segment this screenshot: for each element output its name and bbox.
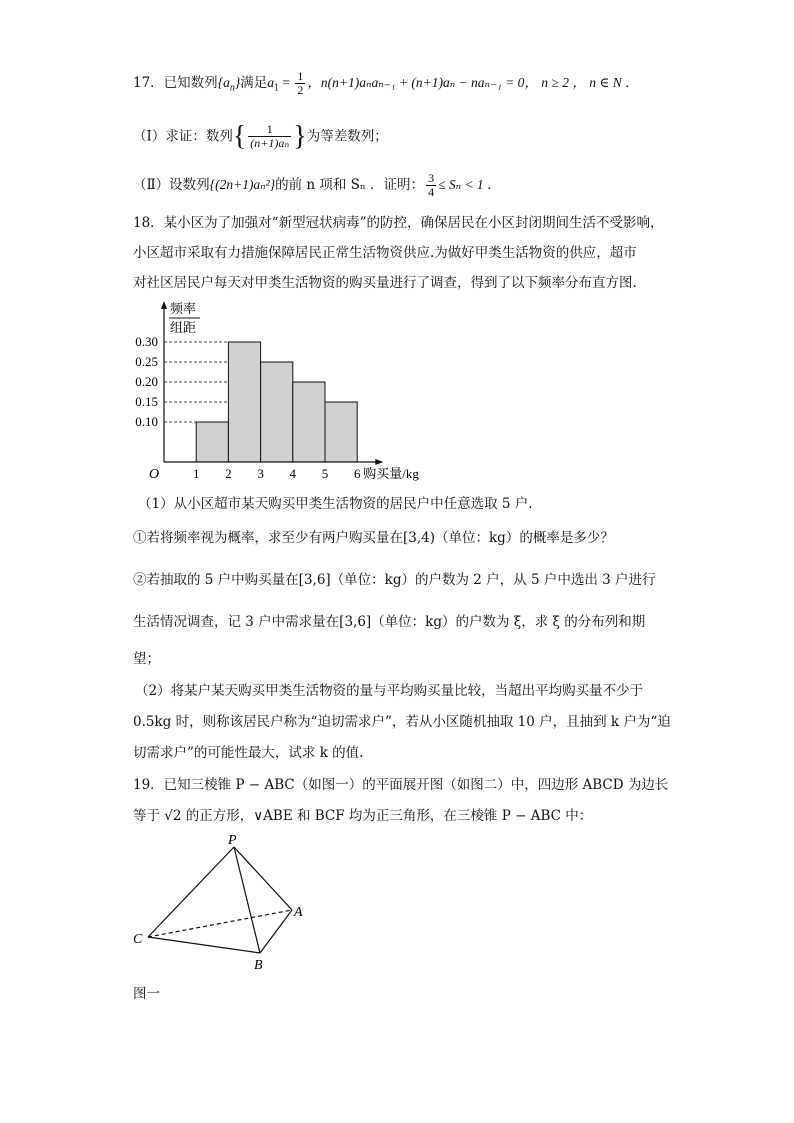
edge-CB	[148, 937, 260, 953]
q17-p2-mid: 的前 n 项和 Sₙ ．证明：	[275, 177, 425, 194]
q18-s1b-2: 生活情况调查，记 3 户中需求量在[3,6]（单位：kg）的户数为 ξ，求 ξ 的分布列和期	[133, 614, 646, 630]
histogram-bar	[261, 362, 293, 462]
q17-mid: 满足	[240, 75, 268, 92]
q17-part1	[133, 120, 388, 154]
y-tick-label: 0.30	[135, 334, 158, 349]
y-tick-label: 0.20	[135, 374, 158, 389]
y-tick-label: 0.15	[135, 394, 158, 409]
x-tick-label: 6	[353, 466, 361, 481]
q17-half	[295, 70, 305, 97]
q17-seq-a: {a	[217, 75, 230, 91]
q18-line2: 小区超市采取有力措施保障居民正常生活物资供应.为做好甲类生活物资的供应，超市	[133, 245, 637, 261]
x-tick-label: 5	[321, 466, 329, 481]
y-label-top: 频率	[170, 301, 197, 316]
edge-PC	[148, 847, 234, 937]
q19-line2: 等于 √2 的正方形，∨ABE 和 BCF 均为正三角形，在三棱锥 P − ABC 中：	[133, 808, 593, 824]
origin-label: O	[148, 467, 160, 482]
q17-p1-frac-den: (n+1)aₙ	[250, 135, 290, 150]
q17-half-den: 2	[297, 82, 304, 97]
q17-seq-sub: n	[229, 82, 235, 94]
y-tick-label: 0.10	[135, 414, 158, 429]
q17-p2-frac-num: 3	[428, 171, 435, 185]
q17-p1-frac	[248, 123, 291, 150]
q18-s2-2: 0.5kg 时，则称该居民户称为“迫切需求户”，若从小区随机抽取 10 户，且抽到 k 户为“迫	[133, 714, 671, 730]
y-axis-arrow	[161, 301, 167, 309]
histogram-bar	[196, 422, 228, 462]
q17-p1-brace-open: {	[232, 121, 247, 152]
q17-p1-label: （Ⅰ）求证：数列	[133, 128, 233, 145]
edge-BA	[260, 910, 292, 953]
q17-line1	[133, 70, 639, 97]
q17-a1-letter: a	[267, 75, 274, 91]
histogram-bar	[228, 342, 260, 462]
q17-head: 17．已知数列	[133, 75, 218, 92]
q17-a1-sub: 1	[274, 82, 279, 94]
vertex-label-P: P	[228, 833, 237, 848]
q17-p2-frac-den: 4	[428, 184, 435, 199]
histogram-bar	[325, 402, 357, 462]
q17-part2	[133, 172, 501, 199]
vertex-label-C: C	[133, 932, 143, 947]
q17-seq	[217, 75, 241, 94]
y-tick-label: 0.25	[135, 354, 158, 369]
vertex-label-A: A	[294, 905, 303, 920]
q19-line1: 19．已知三棱锥 P − ABC（如图一）的平面展开图（如图二）中，四边形 ABCD 为边长	[133, 777, 669, 793]
x-tick-label: 2	[225, 466, 232, 481]
x-axis-label: 购买量/kg	[363, 466, 419, 481]
q17-p1-brace-close: }	[293, 121, 307, 152]
x-tick-label: 3	[257, 466, 264, 481]
q17-eq: =	[279, 75, 294, 91]
q18-line3: 对社区居民户每天对甲类生活物资的购买量进行了调查，得到了以下频率分布直方图.	[133, 275, 637, 291]
q18-s1: （1）从小区超市某天购买甲类生活物资的居民户中任意选取 5 户.	[138, 496, 533, 512]
q18-s1b-3: 望；	[133, 651, 160, 667]
x-tick-label: 4	[289, 466, 297, 481]
q17-p2-frac	[426, 172, 436, 199]
y-label-bottom: 组距	[170, 320, 197, 335]
q17-p1-tail: 为等差数列；	[306, 128, 388, 145]
q17-half-num: 1	[297, 69, 304, 83]
x-tick-label: 1	[192, 466, 200, 481]
q18-s2-3: 切需求户”的可能性最大，试求 k 的值.	[133, 745, 364, 761]
q18-s1b-1: ②若抽取的 5 户中购买量在[3,6]（单位：kg）的户数为 2 户，从 5 户中选出 3 户进行	[133, 572, 656, 588]
tetrahedron-figure	[128, 830, 328, 970]
q17-a1	[267, 75, 279, 94]
histogram-bar	[293, 382, 325, 462]
q18-line1: 18．某小区为了加强对“新型冠状病毒”的防控，确保居民在小区封闭期间生活不受影响，	[133, 215, 664, 231]
edge-PB	[234, 847, 260, 953]
q18-s1a: ①若将频率视为概率，求至少有两户购买量在[3,4)（单位：kg）的概率是多少？	[133, 530, 614, 546]
q17-p1-frac-num: 1	[248, 123, 291, 137]
q17-p2-seq: {(2n+1)aₙ²}	[209, 177, 276, 193]
x-axis-arrow	[375, 459, 383, 465]
q17-p2-tail: ≤ Sₙ < 1 ．	[438, 177, 501, 193]
q17-p2-label: （Ⅱ）设数列	[133, 177, 210, 194]
q17-cond: ， n ≥ 2 ， n ∈ N ．	[524, 75, 639, 91]
q17-recurrence: ，n(n+1)aₙaₙ₋₁ + (n+1)aₙ − naₙ₋₁ = 0	[307, 75, 525, 91]
vertex-label-B: B	[254, 958, 263, 970]
edge-PA	[234, 847, 292, 910]
q18-s2-1: （2）将某户某天购买甲类生活物资的量与平均购买量比较，当超出平均购买量不少于	[135, 683, 644, 699]
frequency-histogram	[128, 297, 428, 487]
figure-caption: 图一	[133, 986, 160, 1002]
q17-seq-close: }	[234, 75, 241, 91]
